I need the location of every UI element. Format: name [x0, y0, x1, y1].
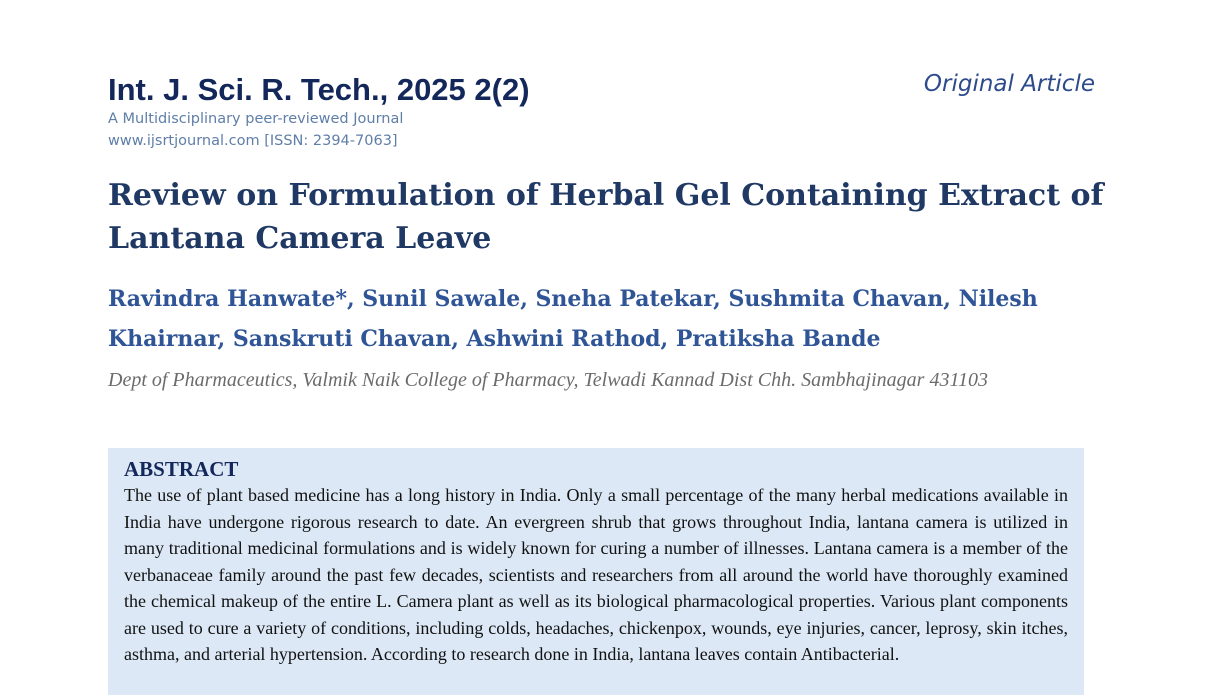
journal-website: www.ijsrtjournal.com [ISSN: 2394-7063]	[108, 133, 398, 149]
author-affiliation: Dept of Pharmaceutics, Valmik Naik College of Pharmacy, Telwadi Kannad Dist Chh. Sambhajinagar 431103	[108, 369, 988, 391]
article-type-label: Original Article	[923, 71, 1095, 97]
author-list: Ravindra Hanwate*, Sunil Sawale, Sneha Patekar, Sushmita Chavan, Nilesh Khairnar, Sanskruti Chavan, Ashwini Rathod, Pratiksha Bande	[108, 286, 1038, 352]
journal-title: Int. J. Sci. R. Tech., 2025 2(2)	[108, 72, 530, 107]
journal-subtitle: A Multidisciplinary peer-reviewed Journal	[108, 111, 404, 127]
paper-title: Review on Formulation of Herbal Gel Containing Extract of Lantana Camera Leave	[108, 178, 1104, 256]
abstract-section	[108, 448, 1084, 695]
abstract-heading: ABSTRACT	[124, 457, 239, 481]
abstract-text: The use of plant based medicine has a long history in India. Only a small percentage of the many herbal medications available in India have undergone rigorous research to date. An evergreen shrub that grows throughout India, lantana camera is utilized in many traditional medicinal formulations and is widely known for curing a number of illnesses. Lantana camera is a member of the verbanaceae family around the past few decades, scientists and researchers from all around the world have thoroughly examined the chemical makeup of the entire L. Camera plant as well as its biological pharmacological properties. Various plant components are used to cure a variety of conditions, including colds, headaches, chickenpox, wounds, eye injuries, cancer, leprosy, skin itches, asthma, and arterial hypertension. According to research done in India, lantana leaves contain Antibacterial.	[124, 485, 1068, 664]
